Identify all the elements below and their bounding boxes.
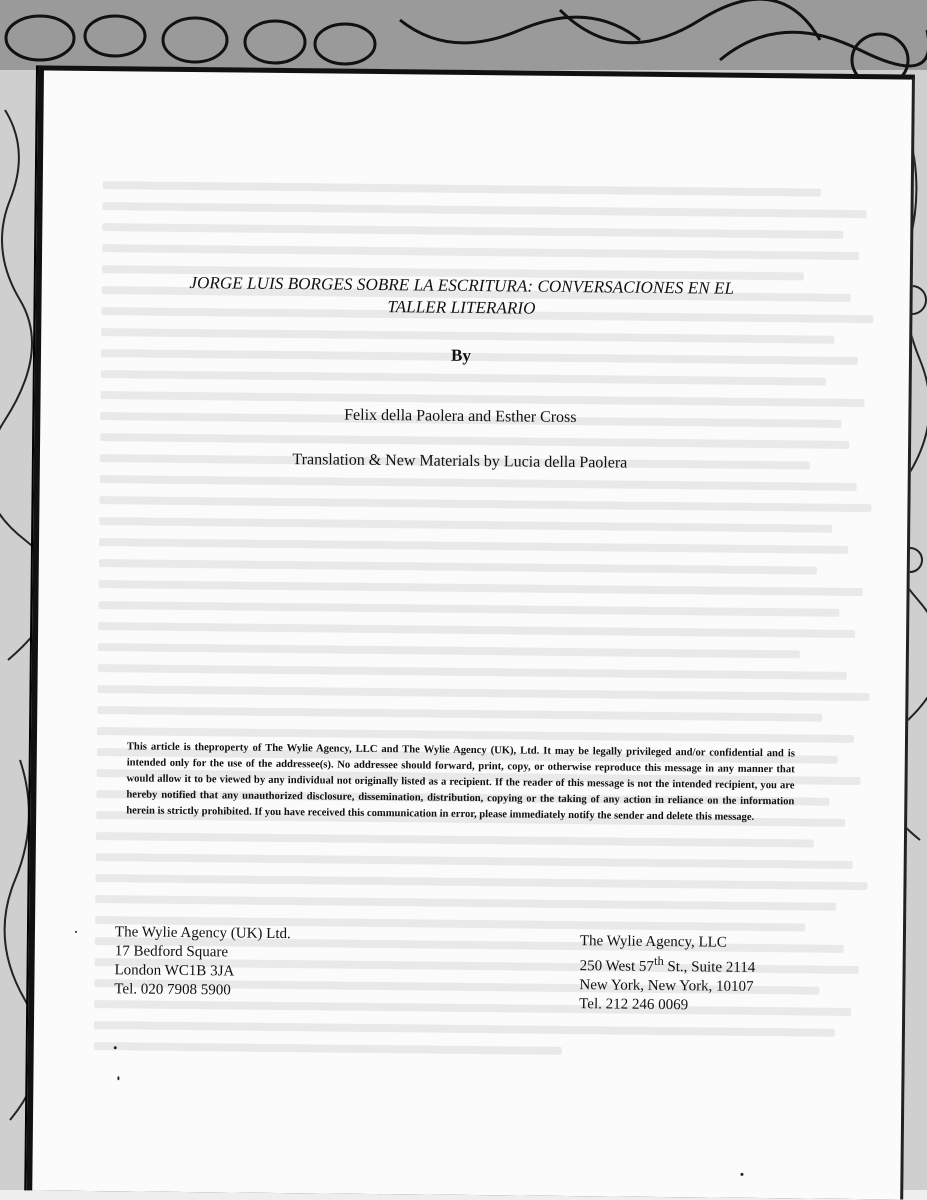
document-title	[131, 271, 791, 322]
address-line: The Wylie Agency (UK) Ltd.	[114, 924, 291, 943]
byline-label: By	[450, 345, 472, 365]
confidentiality-notice: This article is theproperty of The Wylie Agency, LLC and The Wylie Agency (UK), Ltd. It may be legally privileged and/or confidential and is intended only for the use of the addressee(s). No addressee should forward, print, copy, or otherwise reproduce this message in any manner that would allow it to be viewed by any individual not originally listed as a recipient. If the reader of this message is not the intended recipient, you are hereby notified that any unauthorized disclosure, dissemination, distribution, copying or the taking of any action in reliance on the information herein is strictly prohibited. If you have received this communication in error, please immediately notify the sender and delete this message.	[126, 741, 795, 823]
street-number: 250 West 57	[579, 958, 655, 975]
document-page	[26, 65, 915, 1199]
speck	[740, 1173, 743, 1176]
address-line	[580, 951, 756, 978]
address-line: 17 Bedford Square	[114, 943, 229, 961]
speck	[117, 1076, 119, 1080]
address-line: Tel. 020 7908 5900	[114, 981, 231, 999]
title-line: TALLER LITERARIO	[387, 297, 536, 318]
speck	[75, 931, 77, 933]
street-suite: St., Suite 2114	[663, 959, 756, 976]
address-line: Tel. 212 246 0069	[579, 996, 689, 1014]
address-line: New York, New York, 10107	[579, 977, 754, 995]
address-line: London WC1B 3JA	[114, 962, 235, 980]
translation-credit: Translation & New Materials by Lucia della Paolera	[292, 451, 628, 472]
address-us	[579, 932, 755, 1016]
address-uk	[114, 923, 291, 1001]
ordinal-suffix: th	[653, 953, 664, 969]
title-line: JORGE LUIS BORGES SOBRE LA ESCRITURA: CONVERSACIONES EN EL	[189, 273, 735, 298]
authors: Felix della Paolera and Esther Cross	[344, 406, 577, 427]
speck	[114, 1046, 117, 1049]
address-line: The Wylie Agency, LLC	[579, 933, 727, 951]
